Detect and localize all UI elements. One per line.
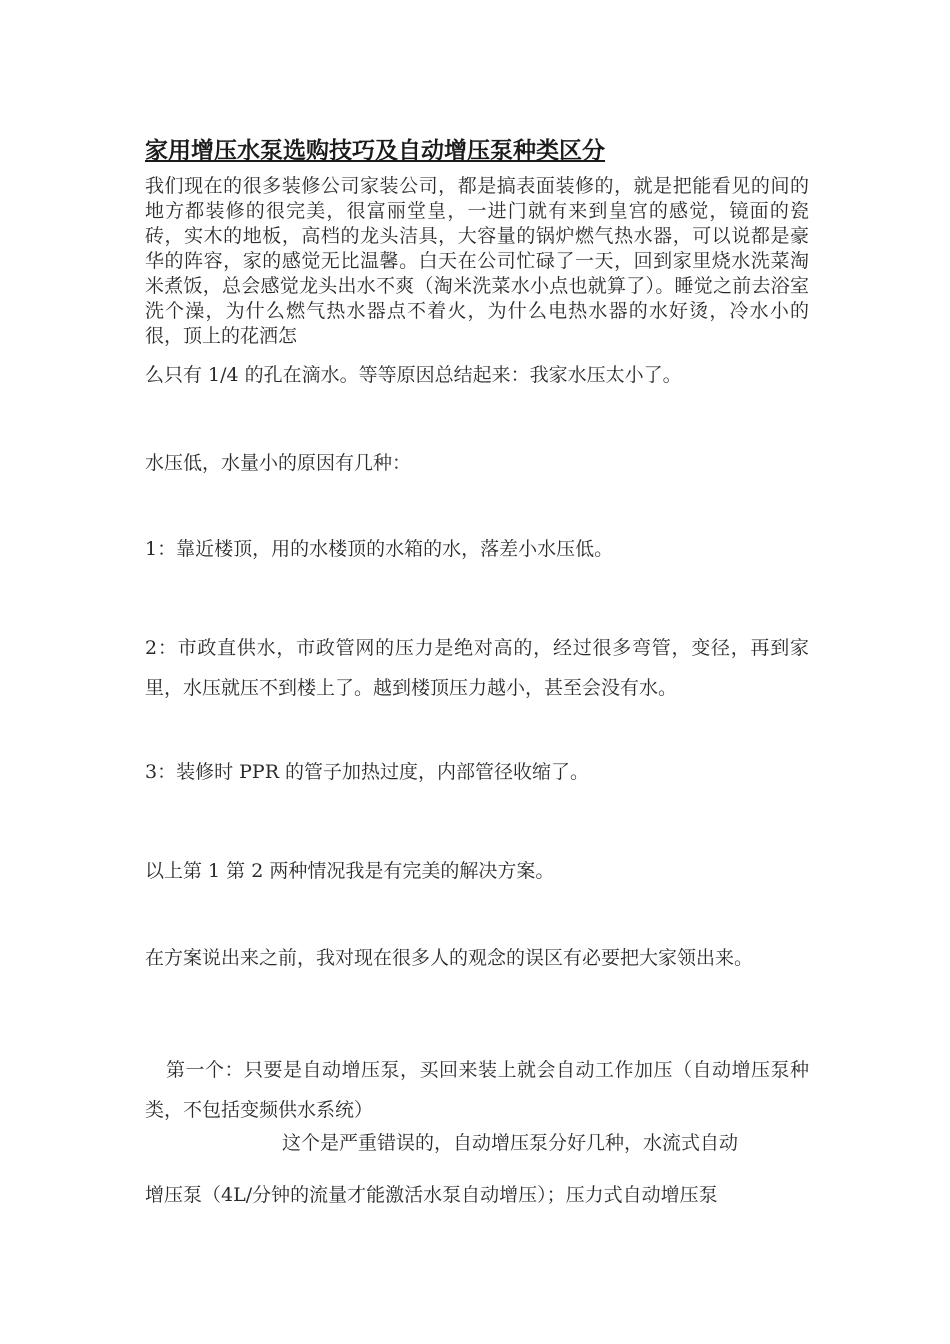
cause-item-1: 1：靠近楼顶，用的水楼顶的水箱的水，落差小水压低。 (145, 538, 614, 560)
intro-paragraph: 我们现在的很多装修公司家装公司，都是搞表面装修的，就是把能看见的间的地方都装修的很完美，很富丽堂皇，一进门就有来到皇宫的感觉，镜面的瓷砖，实木的地板，高档的龙头洁具，大容量的锅炉燃气热水器，可以说都是豪华的阵容，家的感觉无比温馨。白天在公司忙碌了一天，回到家里烧水洗菜淘米煮饭，总会感觉龙头出水不爽（淘米洗菜水小点也就算了）。睡觉之前去浴室洗个澡，为什么燃气热水器点不着火，为什么电热水器的水好烫，冷水小的很，顶上的花洒怎 (145, 175, 809, 347)
misconception-intro: 在方案说出来之前，我对现在很多人的观念的误区有必要把大家领出来。 (145, 947, 754, 969)
document-title: 家用增压水泵选购技巧及自动增压泵种类区分 (145, 137, 605, 164)
first-misconception-explanation-line-2: 增压泵（4L/分钟的流量才能激活水泵自动增压）；压力式自动增压泵 (145, 1184, 718, 1206)
intro-paragraph-last-line: 么只有 1/4 的孔在滴水。等等原因总结起来：我家水压太小了。 (145, 364, 682, 386)
solution-note: 以上第 1 第 2 两种情况我是有完美的解决方案。 (145, 860, 555, 882)
cause-item-2: 2：市政直供水，市政管网的压力是绝对高的，经过很多弯管，变径，再到家里，水压就压不到楼上了。越到楼顶压力越小，甚至会没有水。 (145, 637, 809, 699)
causes-heading: 水压低，水量小的原因有几种： (145, 452, 412, 474)
cause-item-3: 3：装修时 PPR 的管子加热过度，内部管径收缩了。 (145, 761, 590, 783)
first-misconception: 第一个：只要是自动增压泵，买回来装上就会自动工作加压（自动增压泵种类，不包括变频供水系统） (145, 1059, 809, 1121)
first-misconception-explanation-line-1: 这个是严重错误的，自动增压泵分好几种，水流式自动 (282, 1132, 739, 1154)
